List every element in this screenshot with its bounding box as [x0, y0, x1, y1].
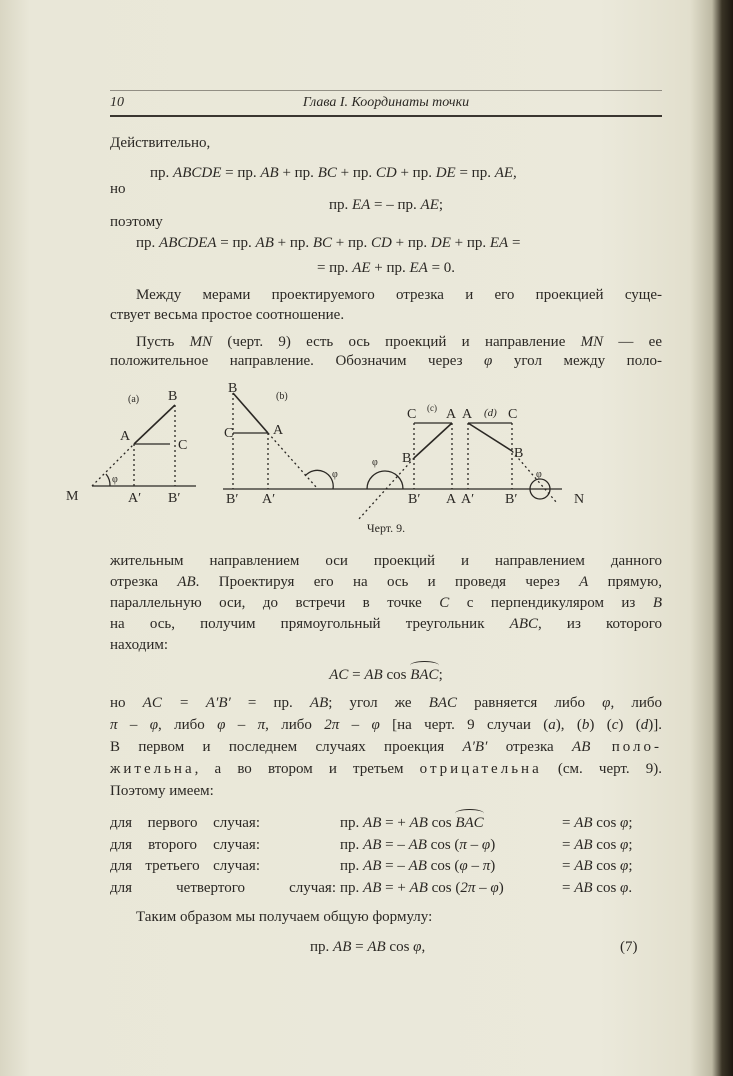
text-run: ;: [628, 858, 633, 874]
text-run: = –: [381, 858, 409, 874]
math-expression: AB: [409, 879, 428, 896]
text-run: = –: [381, 836, 409, 853]
math-expression: A′B′: [462, 739, 488, 755]
text-run: + пр.: [391, 235, 431, 251]
math-expression: AB: [177, 574, 196, 590]
math-expression: AC = A′B′: [142, 695, 231, 711]
text-run: на ось, получим прямоугольный треугольник: [110, 616, 510, 632]
text-run: ствует весьма простое соотношение.: [110, 307, 345, 323]
math-expression: AB: [363, 858, 382, 874]
text-run: + пр.: [450, 235, 490, 251]
case-label: для первого случая:: [110, 815, 260, 831]
math-expression: φ – π: [217, 717, 266, 733]
math-expression: AB: [363, 879, 382, 896]
text-run: = пр.: [221, 165, 261, 181]
text-run: пр.: [340, 836, 364, 853]
text-run: ;: [438, 197, 444, 213]
text-run: , либо: [265, 717, 325, 733]
math-expression: AC: [329, 667, 349, 683]
math-expression: BAC: [455, 815, 483, 831]
math-expression: φ: [602, 695, 611, 711]
math-expression: AE: [352, 260, 371, 276]
text-run: поэтому: [110, 214, 163, 230]
text-run: =: [562, 836, 575, 853]
math-expression: CD: [375, 165, 397, 181]
math-expression: EA: [489, 235, 509, 251]
math-expression: AB: [408, 836, 427, 853]
math-expression: DE: [435, 165, 456, 181]
text-run: ;: [628, 836, 633, 853]
math-expression: AB: [574, 836, 593, 853]
text-run: =: [348, 667, 365, 683]
formula-7: [310, 938, 425, 956]
math-expression: φ: [620, 836, 629, 853]
text-run: ; угол же: [328, 695, 429, 711]
math-expression: AB: [309, 695, 329, 711]
label-phi: φ: [112, 474, 118, 485]
text-run: cos: [427, 815, 456, 831]
text-run: пр.: [340, 858, 364, 874]
text-run: Между мерами проектируемого отрезка и его проекцией суще-: [136, 287, 662, 303]
conclusion-text: Таким образом мы получаем общую формулу:: [136, 909, 433, 925]
math-expression: AB: [333, 939, 352, 955]
case-label: для второго случая:: [110, 836, 260, 853]
label-B: B: [402, 451, 412, 466]
math-expression: 2π – φ: [324, 717, 380, 733]
text-run: ) (: [589, 717, 612, 733]
label-phi: φ: [372, 457, 378, 468]
math-expression: DE: [430, 235, 451, 251]
text-run: cos (: [426, 836, 460, 853]
math-expression: b: [581, 717, 590, 733]
math-expression: AB: [364, 667, 383, 683]
math-expression: EA: [351, 197, 371, 213]
text-run: = 0.: [427, 260, 456, 276]
text-run: =: [562, 879, 575, 896]
text-run: отрицательна: [419, 761, 542, 777]
math-expression: 2π – φ: [460, 879, 499, 896]
text-run: Поэтому имеем:: [110, 783, 214, 799]
label-C: C: [224, 426, 234, 441]
text-run: , либо: [158, 717, 218, 733]
math-expression: MN: [189, 334, 213, 350]
label-B: B: [168, 389, 178, 404]
math-expression: EA: [409, 260, 428, 276]
math-expression: ABCDEA: [159, 235, 217, 251]
text-run: В первом и последнем случаях проекция: [110, 739, 463, 755]
label-A-prime: A′: [262, 492, 276, 507]
text-run: (см. черт. 9).: [541, 761, 662, 777]
text-run: + пр.: [332, 235, 372, 251]
text-run: отрезка: [110, 574, 178, 590]
label-case-c: (c): [427, 403, 437, 413]
text-run: равняется либо: [457, 695, 603, 711]
text-run: но: [110, 695, 143, 711]
text-run: прямую,: [588, 574, 662, 590]
math-expression: AB: [363, 815, 382, 831]
label-B-prime: B′: [505, 492, 518, 507]
math-expression: BC: [312, 235, 333, 251]
text-run: но: [110, 181, 126, 197]
text-run: — ее: [603, 334, 662, 350]
label-B-prime: B′: [408, 492, 421, 507]
math-expression: AE: [420, 197, 439, 213]
label-B-prime: B′: [226, 492, 239, 507]
math-expression: AB: [408, 858, 427, 874]
text-run: + пр.: [336, 165, 376, 181]
case-formula: [340, 814, 484, 832]
label-B: B: [228, 381, 238, 396]
label-A: A: [273, 423, 284, 438]
text-run: =: [351, 939, 368, 955]
text-run: cos: [592, 836, 621, 853]
text-run: пр.: [340, 815, 364, 831]
text-run: отрезка: [487, 739, 573, 755]
label-C: C: [178, 438, 188, 453]
math-expression: π – φ: [110, 717, 159, 733]
text-run: cos: [385, 939, 414, 955]
case-label: для четвертого случая:: [110, 879, 336, 896]
text-run: cos: [592, 858, 621, 874]
text-run: пр.: [150, 165, 174, 181]
text-run: =: [508, 235, 521, 251]
text-run: .: [628, 879, 633, 896]
math-expression: ABCDE: [173, 165, 222, 181]
math-expression: ABC: [509, 616, 538, 632]
math-expression: φ: [413, 939, 422, 955]
text-run: жительна: [110, 761, 195, 777]
math-expression: B: [652, 595, 662, 611]
text-run: = пр.: [216, 235, 256, 251]
math-expression: C: [439, 595, 450, 611]
text-run: ): [490, 836, 496, 853]
math-expression: AB: [363, 836, 382, 853]
label-A: A: [120, 429, 131, 444]
text-run: ;: [438, 667, 443, 683]
math-expression: a: [548, 717, 556, 733]
case-result: [562, 879, 632, 897]
label-B-prime: B′: [168, 491, 181, 506]
text-run: ): [498, 879, 504, 896]
case-result: [562, 857, 633, 875]
math-expression: BAC: [410, 667, 438, 683]
text-run: )].: [648, 717, 662, 733]
label-A-prime: A′: [128, 491, 142, 506]
math-expression: AB: [409, 815, 428, 831]
text-run: = +: [381, 879, 410, 896]
text-run: ,: [421, 939, 426, 955]
case-result: [562, 836, 633, 854]
label-case-a: (a): [128, 394, 140, 405]
label-phi: φ: [332, 469, 338, 480]
text-run: cos: [382, 667, 411, 683]
math-expression: AB: [255, 235, 274, 251]
text-run: = +: [381, 815, 410, 831]
text-run: ;: [628, 815, 633, 831]
math-expression: MN: [580, 334, 604, 350]
text-run: [на черт. 9 случаи (: [379, 717, 549, 733]
math-expression: φ: [620, 879, 629, 896]
text-run: поло-: [590, 739, 663, 755]
math-expression: φ: [620, 815, 629, 831]
segment-ab-a: [134, 405, 175, 444]
text-run: , из которого: [538, 616, 662, 632]
label-B: B: [514, 446, 524, 461]
math-expression: AB: [367, 939, 386, 955]
text-run: = – пр.: [370, 197, 421, 213]
text-run: находим:: [110, 637, 169, 653]
text-run: =: [562, 858, 575, 874]
math-expression: c: [611, 717, 619, 733]
text-run: = пр.: [230, 695, 310, 711]
text-run: + пр.: [273, 235, 313, 251]
text-run: + пр.: [370, 260, 410, 276]
label-case-d: (d): [484, 407, 497, 419]
math-expression: AE: [494, 165, 514, 181]
math-expression: BAC: [428, 695, 458, 711]
page-number: 10: [110, 95, 124, 110]
arc-accent: [455, 809, 483, 818]
math-expression: AB: [572, 739, 591, 755]
text-run: (черт. 9) есть ось проекций и направление: [212, 334, 581, 350]
case-result: [562, 814, 633, 832]
segment-ab-c: [414, 423, 452, 458]
text-run: жительным направлением оси проекций и направлением данного: [110, 553, 662, 569]
case-label: для третьего случая:: [110, 858, 260, 874]
label-A: A: [446, 407, 457, 422]
text-run: + пр.: [396, 165, 436, 181]
text-run: , либо: [610, 695, 663, 711]
text-run: угол между поло-: [492, 353, 662, 369]
math-expression: φ – π: [459, 858, 491, 874]
text-run: положительное направление. Обозначим через: [110, 353, 485, 369]
text-run: =: [562, 815, 575, 831]
text-run: + пр.: [278, 165, 318, 181]
text-run: cos (: [427, 879, 461, 896]
case-formula: [340, 879, 504, 897]
text-run: . Проектируя его на ось и проведя через: [195, 574, 580, 590]
text-run: Пусть: [136, 334, 190, 350]
math-expression: AB: [574, 858, 593, 874]
text-run: пр.: [328, 197, 352, 213]
math-expression: A: [579, 574, 589, 590]
text-run: ) (: [618, 717, 641, 733]
math-expression: CD: [371, 235, 392, 251]
text-run: с перпендикуляром из: [449, 595, 653, 611]
text-run: cos: [592, 815, 621, 831]
label-phi: φ: [536, 469, 542, 480]
label-C: C: [407, 407, 417, 422]
math-expression: d: [640, 717, 649, 733]
label-A: A: [462, 407, 473, 422]
text-run: Действительно,: [110, 135, 211, 151]
math-expression: AB: [574, 879, 593, 896]
math-expression: φ: [484, 353, 493, 369]
segment-ab-b: [233, 393, 268, 433]
figure-caption: Черт. 9.: [366, 521, 406, 535]
label-M: M: [66, 489, 79, 504]
case-formula: [340, 836, 495, 854]
text-run: пр.: [340, 879, 364, 896]
case-formula: [340, 857, 495, 875]
label-case-b: (b): [276, 391, 288, 402]
text-run: пр.: [136, 235, 160, 251]
label-N: N: [574, 492, 585, 507]
label-C: C: [508, 407, 518, 422]
text-run: cos (: [426, 858, 460, 874]
label-A-prime: A′: [461, 492, 475, 507]
text-run: ), (: [555, 717, 582, 733]
text-run: ): [490, 858, 496, 874]
segment-ab-d: [468, 423, 512, 451]
math-expression: π – φ: [459, 836, 491, 853]
math-expression: AB: [574, 815, 593, 831]
text-run: параллельную оси, до встречи в точке: [110, 595, 440, 611]
math-expression: AB: [260, 165, 279, 181]
text-run: ,: [513, 165, 517, 181]
text-run: пр.: [310, 939, 334, 955]
math-expression: φ: [620, 858, 629, 874]
text-run: cos: [592, 879, 621, 896]
math-expression: BC: [317, 165, 337, 181]
text-run: = пр.: [316, 260, 353, 276]
label-A: A: [446, 492, 457, 507]
equation-number: (7): [620, 939, 638, 955]
text-run: = пр.: [455, 165, 495, 181]
text-run: , а во втором и третьем: [194, 761, 420, 777]
running-title: Глава I. Координаты точки: [302, 95, 470, 110]
